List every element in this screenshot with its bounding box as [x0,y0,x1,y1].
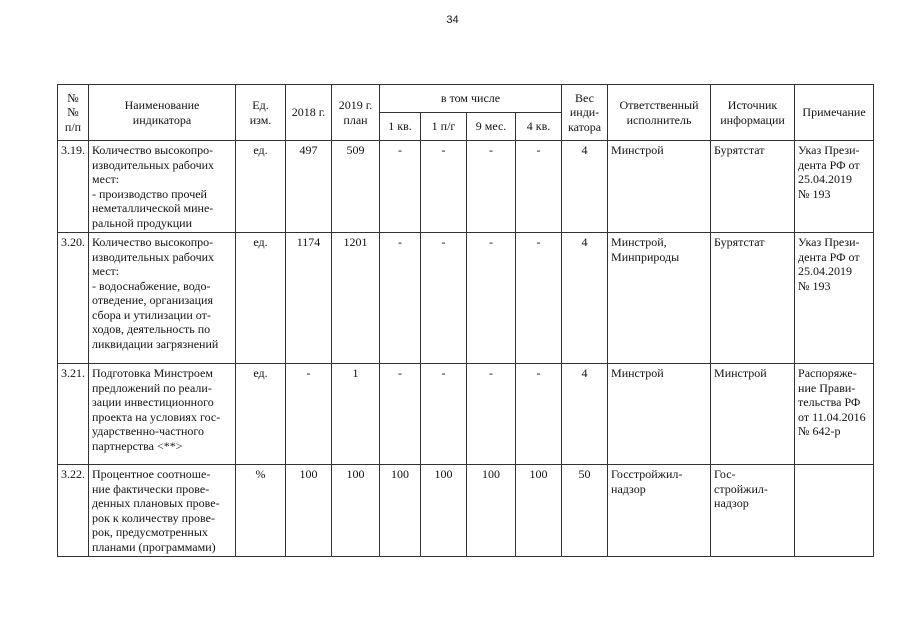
row-number-text: 3.19. [61,143,85,157]
value-2018-text: 1174 [296,235,321,249]
header-2019-plan: 2019 г. план [332,85,380,141]
table-row [58,141,874,233]
indicator-weight-text: 4 [581,143,588,157]
value-2018-text: 497 [299,143,318,157]
info-source-text: Бурятстат [714,235,765,249]
indicator-weight-text: 4 [581,235,588,249]
value-q4-text: - [536,366,541,380]
info-source [711,364,795,465]
info-source [711,465,795,557]
indicator-name-text: Количество высокопро- изводительных рабочих мест: - производство прочей неметаллической мине- ральной продукции [92,143,215,230]
indicator-weight [562,465,608,557]
value-h1-text: - [441,235,446,249]
header-executor: Ответственный исполнитель [608,85,711,141]
row-number [58,141,89,233]
value-2018 [286,364,332,465]
value-q1-text: - [398,143,402,157]
header-weight: Вес инди- катора [562,85,608,141]
row-number [58,364,89,465]
indicator-weight-text: 50 [578,467,591,481]
note [795,364,874,465]
value-q4-text: 100 [529,467,548,481]
info-source-text: Гос- стройжил- надзор [714,467,768,510]
value-h1-text: 100 [434,467,453,481]
indicator-name [89,364,236,465]
header-source: Источник информации [711,85,795,141]
plan-2019-text: 1 [352,366,359,380]
header-num: № № п/п [58,85,89,141]
value-h1 [421,141,467,233]
indicator-name-text: Подготовка Минстроем предложений по реали- зации инвестиционного проекта на условиях гос- ударственно-частного партнерства <**> [92,366,221,453]
unit-text: % [255,467,266,481]
note-text: Указ Прези- дента РФ от 25.04.2019 № 193 [798,143,860,201]
value-q4-text: - [536,235,541,249]
value-9m [467,141,516,233]
plan-2019-text: 509 [346,143,365,157]
unit-text: ед. [253,366,268,380]
value-q1-text: - [398,366,402,380]
header-including: в том числе [380,85,562,113]
value-9m [467,364,516,465]
table-row [58,233,874,364]
header-h1: 1 п/г [421,113,467,141]
header-name: Наименование индикатора [89,85,236,141]
table-row [58,465,874,557]
indicator-name-text: Количество высокопро- изводительных рабочих мест: - водоснабжение, водо- отведение, организация сбора и утилизации от- ходов, деятельность по ликвидации загрязнений [92,235,219,351]
plan-2019-text: 1201 [343,235,368,249]
executor [608,233,711,364]
indicator-name [89,233,236,364]
page-number: 34 [446,14,459,26]
plan-2019 [332,141,380,233]
value-q4-text: - [536,143,541,157]
unit-text: ед. [253,235,268,249]
note-text: Распоряже- ние Прави- тельства РФ от 11.04.2016 № 642-р [798,366,866,438]
value-h1-text: - [441,143,446,157]
value-2018 [286,141,332,233]
value-q1 [380,141,421,233]
unit [236,465,286,557]
indicators-table [57,84,874,557]
value-9m [467,233,516,364]
indicator-name [89,465,236,557]
indicator-name [89,141,236,233]
value-q4 [516,141,562,233]
value-9m-text: - [489,143,493,157]
note [795,465,874,557]
value-2018-text: 100 [299,467,318,481]
note [795,141,874,233]
row-number [58,233,89,364]
executor [608,141,711,233]
executor-text: Минстрой, Минприроды [611,235,680,264]
unit [236,364,286,465]
plan-2019 [332,465,380,557]
header-q4: 4 кв. [516,113,562,141]
value-9m [467,465,516,557]
unit [236,233,286,364]
info-source [711,141,795,233]
value-2018 [286,233,332,364]
value-q1 [380,364,421,465]
info-source-text: Бурятстат [714,143,765,157]
value-h1-text: - [441,366,446,380]
indicator-weight [562,233,608,364]
value-9m-text: - [489,366,493,380]
value-q1-text: - [398,235,402,249]
note-text: Указ Прези- дента РФ от 25.04.2019 № 193 [798,235,860,293]
value-q1 [380,465,421,557]
executor [608,465,711,557]
value-9m-text: 100 [482,467,500,481]
row-number-text: 3.20. [61,235,85,249]
indicator-name-text: Процентное соотноше- ние фактически прове- денных плановых прове- рок к количеству прове- рок, предусмотренных планами (программами) [92,467,220,554]
value-9m-text: - [489,235,493,249]
value-q4 [516,233,562,364]
executor-text: Минстрой [611,143,664,157]
plan-2019 [332,233,380,364]
header-2018: 2018 г. [286,85,332,141]
value-q4 [516,364,562,465]
row-number-text: 3.21. [61,366,85,380]
executor [608,364,711,465]
header-unit: Ед. изм. [236,85,286,141]
unit [236,141,286,233]
note [795,233,874,364]
value-h1 [421,233,467,364]
plan-2019-text: 100 [346,467,365,481]
row-number-text: 3.22. [61,467,85,481]
header-9m: 9 мес. [467,113,516,141]
header-q1: 1 кв. [380,113,421,141]
table-row [58,364,874,465]
plan-2019 [332,364,380,465]
executor-text: Госстройжил- надзор [611,467,683,496]
indicator-weight [562,141,608,233]
row-number [58,465,89,557]
value-2018 [286,465,332,557]
info-source [711,233,795,364]
header-note: Примечание [795,85,874,141]
indicator-weight-text: 4 [581,366,588,380]
value-q1-text: 100 [391,467,409,481]
indicator-weight [562,364,608,465]
value-h1 [421,465,467,557]
value-h1 [421,364,467,465]
value-2018-text: - [306,366,311,380]
value-q1 [380,233,421,364]
info-source-text: Минстрой [714,366,767,380]
executor-text: Минстрой [611,366,664,380]
value-q4 [516,465,562,557]
unit-text: ед. [253,143,268,157]
